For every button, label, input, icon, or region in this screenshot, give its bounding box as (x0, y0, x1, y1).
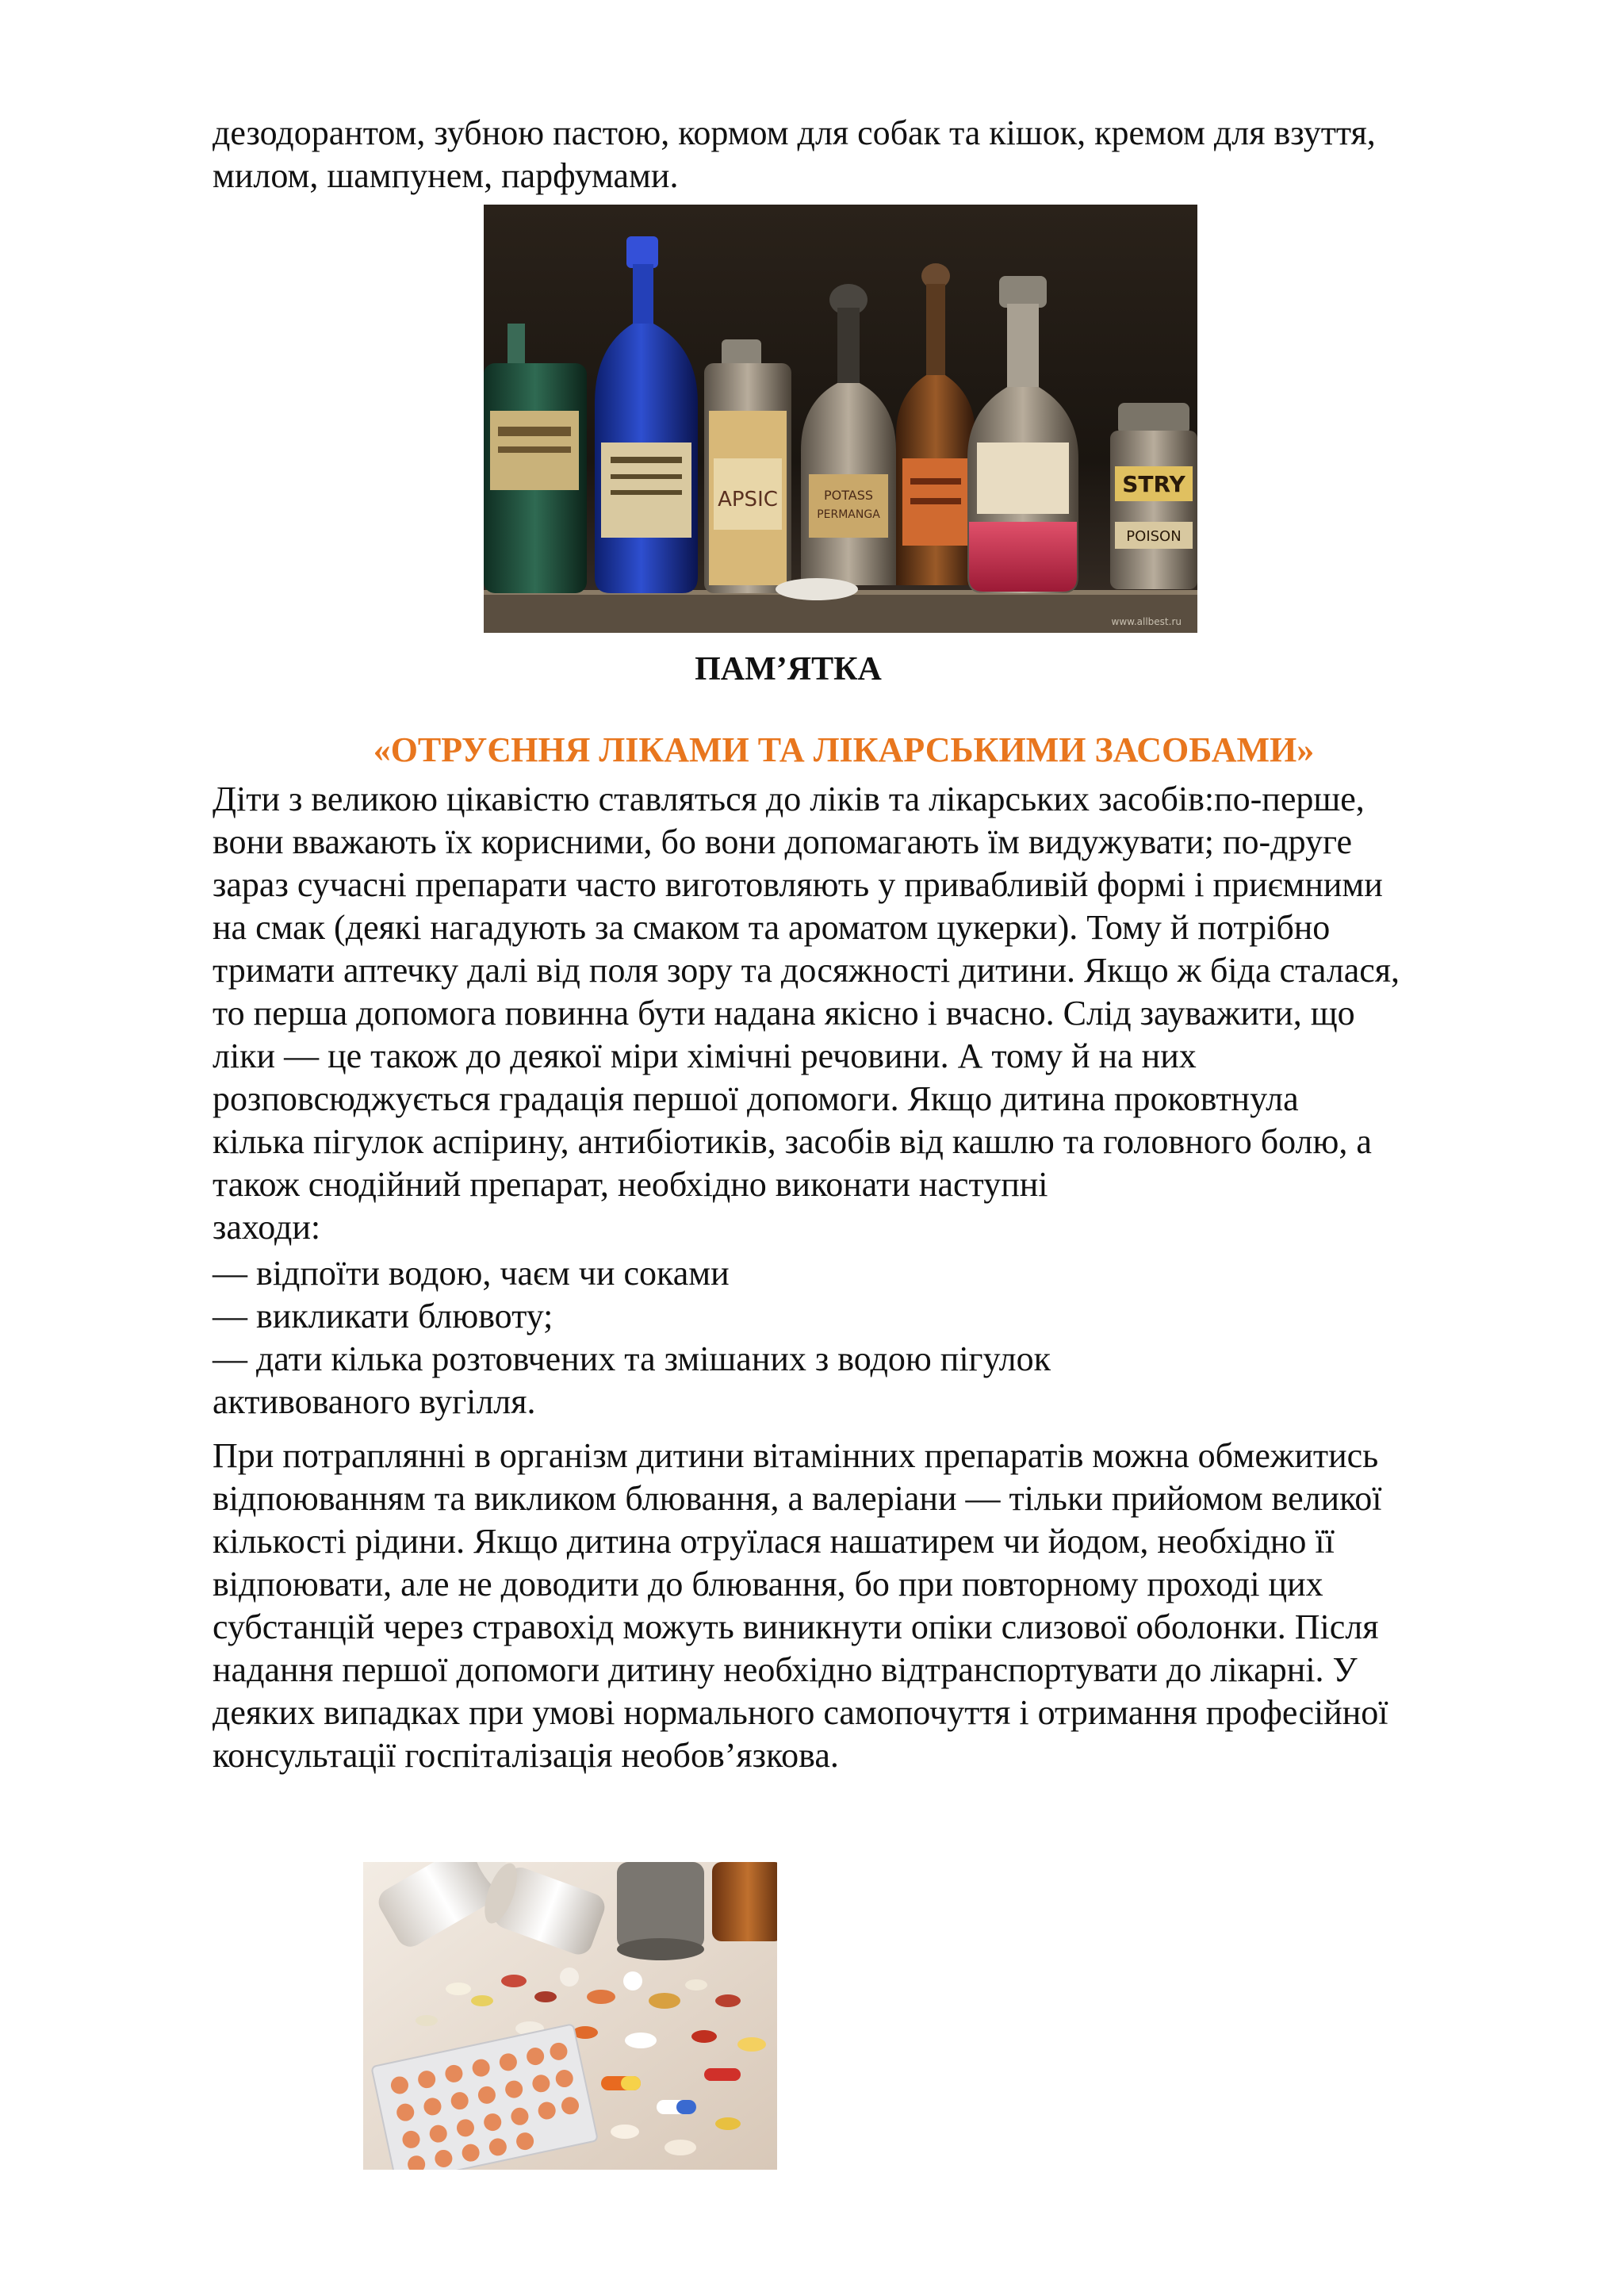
paragraph-line: на смак (деякі нагадують за смаком та ароматом цукерки). Тому й потрібно (213, 908, 1331, 947)
paragraph-line: тримати аптечку далі від поля зору та досяжності дитини. Якщо ж біда сталася, (213, 951, 1400, 990)
paragraph-line: розповсюджується градація першої допомоги. Якщо дитина проковтнула (213, 1079, 1299, 1118)
sand-bottle (704, 339, 791, 593)
paragraph-line: заходи: (213, 1208, 321, 1247)
photo-watermark: www.allbest.ru (1111, 616, 1182, 627)
pill-bottle-grey (617, 1862, 704, 1960)
step-item: — викликати блювоту; (213, 1297, 553, 1335)
pills-photo (363, 1862, 777, 2170)
step-item: активованого вугілля. (213, 1382, 536, 1421)
label-potass: POTASS (823, 488, 874, 503)
poison-jar (1110, 403, 1197, 589)
memo-title: ПАМ’ЯТКА (695, 651, 882, 688)
pills-illustration (363, 1862, 777, 2170)
paragraph-line: деяких випадках при умові нормального самопочуття і отримання професійної (213, 1693, 1388, 1732)
paragraph-line: вони вважають їх корисними, бо вони допомагають їм видужувати; по-друге (213, 822, 1352, 861)
memo-subtitle: «ОТРУЄННЯ ЛІКАМИ ТА ЛІКАРСЬКИМИ ЗАСОБАМИ» (373, 730, 1315, 769)
step-item: — відпоїти водою, чаєм чи соками (213, 1254, 730, 1293)
paragraph-line: відпоюванням та викликом блювання, а валеріани — тільки прийомом великої (213, 1479, 1382, 1518)
paragraph-line: консультації госпіталізація необов’язкова. (213, 1736, 839, 1775)
paragraph-line: При потраплянні в організм дитини вітамінних препаратів можна обмежитись (213, 1436, 1379, 1475)
apothecary-bottles-photo (484, 205, 1197, 633)
ceramic-dish (776, 578, 858, 600)
label-apsic: APSIC (718, 488, 778, 511)
intro-line: дезодорантом, зубною пастою, кормом для собак та кішок, кремом для взуття, (213, 113, 1376, 152)
green-bottle (484, 324, 587, 593)
paragraph-line: ліки — це також до деякої міри хімічні речовини. А тому й на них (213, 1036, 1197, 1075)
paragraph-line: зараз сучасні препарати часто виготовляють у привабливій формі і приємними (213, 865, 1383, 904)
step-item: — дати кілька розтовчених та змішаних з водою пігулок (213, 1339, 1051, 1378)
label-poison: POISON (1126, 528, 1182, 545)
memo-title-wrap (0, 650, 1624, 688)
paragraph-line: Діти з великою цікавістю ставляться до ліків та лікарських засобів:по-перше, (213, 780, 1365, 818)
paragraph-line: відпоювати, але не доводити до блювання, бо при повторному проході цих (213, 1565, 1323, 1603)
paragraph-line: також снодійний препарат, необхідно виконати наступні (213, 1165, 1048, 1204)
label-stry: STRY (1122, 471, 1185, 497)
pill-bottle-amber (712, 1862, 777, 1941)
paragraph-line: субстанцій через стравохід можуть виникнути опіки слизової оболонки. Після (213, 1607, 1379, 1646)
label-permanga: PERMANGA (817, 508, 880, 521)
intro-line: милом, шампунем, парфумами. (213, 156, 679, 195)
paragraph-line: надання першої допомоги дитину необхідно відтранспортувати до лікарні. У (213, 1650, 1358, 1689)
paragraph-line: то перша допомога повинна бути надана якісно і вчасно. Слід зауважити, що (213, 994, 1355, 1033)
memo-subtitle-wrap (0, 730, 1624, 770)
paragraph-line: кілька пігулок аспірину, антибіотиків, засобів від кашлю та головного болю, а (213, 1122, 1372, 1161)
bottles-illustration (484, 205, 1197, 633)
paragraph-line: кількості рідини. Якщо дитина отруїлася нашатирем чи йодом, необхідно її (213, 1522, 1335, 1561)
